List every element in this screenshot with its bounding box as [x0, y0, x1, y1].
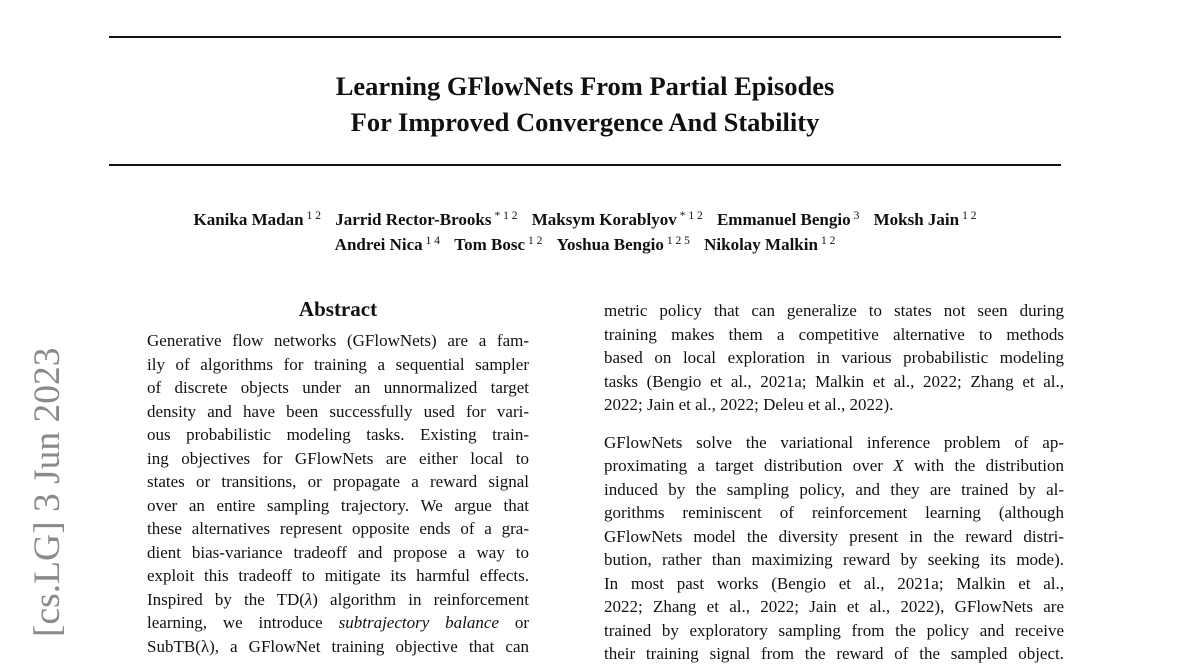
body-line: GFlowNets solve the variational inference problem of ap- — [604, 432, 1064, 452]
abstract-line: learning, we introduce subtrajectory balance or — [147, 613, 530, 632]
author-list — [60, 207, 1110, 257]
author: Emmanuel Bengio $^3$ — [716, 210, 860, 229]
abstract-line: states or transitions, or propagate a reward signal — [147, 472, 529, 491]
title-line-2: For Improved Convergence And Stability — [350, 107, 820, 137]
body-line: In most past works (Bengio et al., 2021a; Malkin et al., — [604, 573, 1064, 593]
body-line: metric policy that can generalize to states not seen during — [604, 301, 1064, 320]
bottom-rule — [109, 164, 1061, 166]
author: Jarrid Rector-Brooks $^{* 1 2}$ — [335, 210, 518, 229]
author: Yoshua Bengio $^{1 2 5}$ — [556, 235, 690, 254]
author: Moksh Jain $^{1 2}$ — [873, 210, 977, 229]
body-line: training makes them a competitive alternative to methods — [604, 324, 1064, 344]
author-line-2 — [60, 232, 1110, 257]
introduction-column — [604, 299, 1064, 666]
abstract-line: of discrete objects under an unnormalized target — [147, 378, 529, 397]
abstract-line: Generative flow networks (GFlowNets) are a fam- — [147, 331, 529, 350]
abstract-heading: Abstract — [298, 297, 378, 321]
paper-title — [109, 68, 1061, 140]
arxiv-identifier: [cs.LG] 3 Jun 2023 — [27, 347, 68, 637]
abstract-line: density and have been successfully used for vari- — [147, 401, 529, 421]
abstract-line: ily of algorithms for training a sequential sampler — [147, 354, 529, 374]
author: Andrei Nica $^{1 4}$ — [334, 235, 441, 254]
body-line: gorithms reminiscent of reinforcement learning (although — [604, 503, 1064, 522]
abstract-line: exploit this tradeoff to mitigate its harmful effects. — [147, 566, 529, 585]
body-line: proximating a target distribution over X with the distribution — [604, 456, 1064, 475]
author: Kanika Madan $^{1 2}$ — [193, 210, 321, 229]
abstract-line: these alternatives represent opposite ends of a gra- — [147, 519, 529, 538]
title-line-1: Learning GFlowNets From Partial Episodes — [335, 71, 835, 101]
author: Maksym Korablyov $^{* 1 2}$ — [531, 210, 703, 229]
abstract-line: Inspired by the TD(λ) algorithm in reinforcement — [147, 589, 529, 609]
body-line: their training signal from the reward of the sampled object. — [604, 644, 1064, 663]
body-line: induced by the sampling policy, and they are trained by al- — [604, 479, 1064, 499]
body-line: 2022; Zhang et al., 2022; Jain et al., 2022), GFlowNets are — [604, 597, 1064, 616]
abstract-line: SubTB(λ), a GFlowNet training objective that can — [147, 636, 529, 656]
author: Nikolay Malkin $^{1 2}$ — [704, 235, 836, 254]
body-line: based on local exploration in various probabilistic modeling — [604, 348, 1064, 367]
author: Tom Bosc $^{1 2}$ — [454, 235, 543, 254]
top-rule — [109, 36, 1061, 38]
body-line: trained by exploratory sampling from the policy and receive — [604, 620, 1064, 640]
abstract-line: ing objectives for GFlowNets are either local to — [147, 448, 529, 468]
set-symbol: X — [893, 456, 904, 475]
intro-paragraph-1 — [604, 299, 1064, 417]
intro-paragraph-2 — [604, 431, 1064, 666]
author-line-1 — [60, 207, 1110, 232]
abstract-line: dient bias-variance tradeoff and propose a way to — [147, 542, 529, 562]
abstract-body — [147, 329, 529, 658]
body-line: 2022; Jain et al., 2022; Deleu et al., 2022). — [604, 395, 894, 414]
emphasis-term: subtrajectory balance — [338, 613, 499, 632]
abstract-line: over an entire sampling trajectory. We argue that — [147, 495, 529, 515]
body-line: tasks (Bengio et al., 2021a; Malkin et al., 2022; Zhang et al., — [604, 371, 1064, 391]
body-line: GFlowNets model the diversity present in the reward distri- — [604, 526, 1064, 546]
lambda-symbol: λ — [304, 589, 313, 609]
abstract-section — [147, 296, 529, 658]
body-line: bution, rather than maximizing reward by seeking its mode). — [604, 550, 1064, 569]
abstract-line: ous probabilistic modeling tasks. Existing train- — [147, 425, 529, 444]
